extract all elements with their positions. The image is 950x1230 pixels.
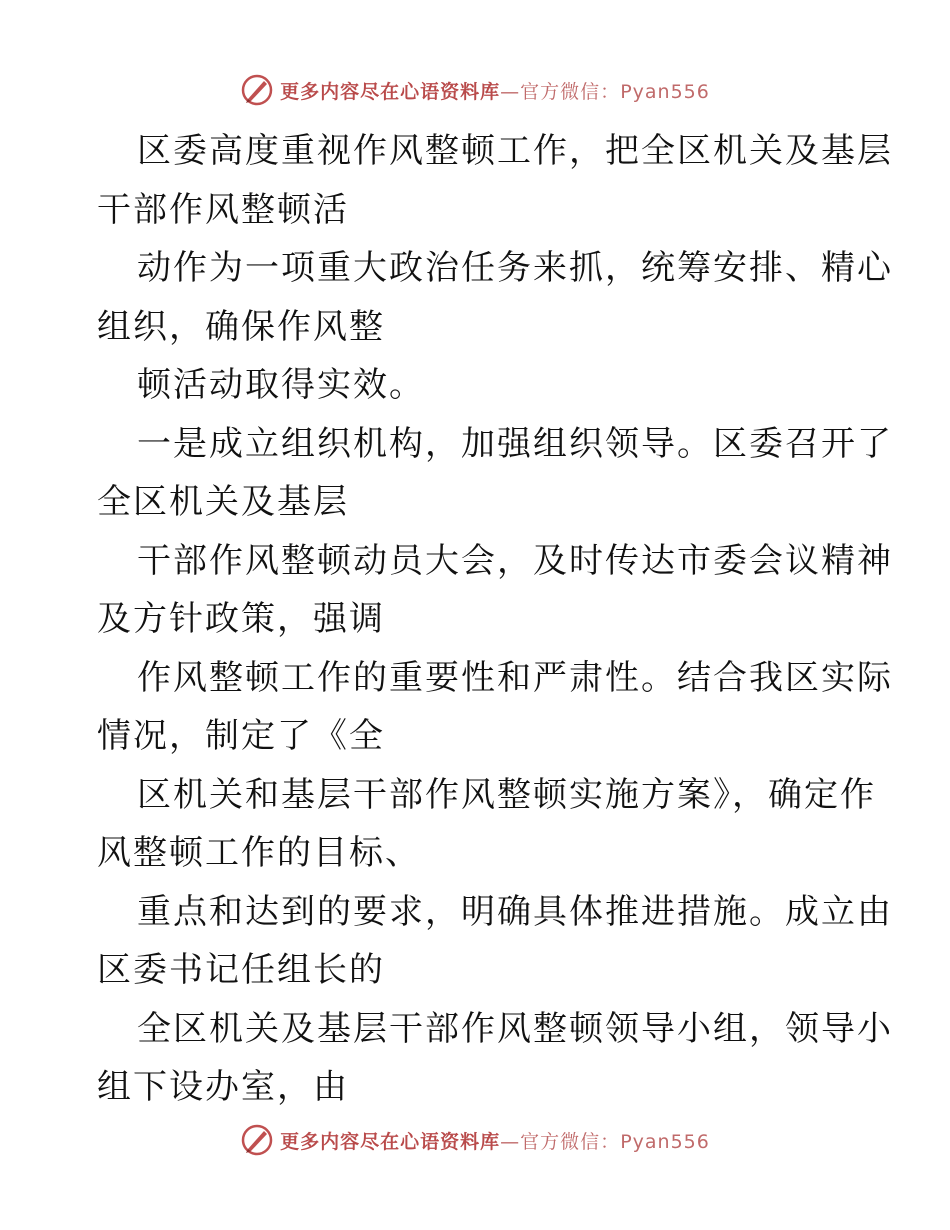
- body-line-15: 区委书记任组长的: [97, 950, 385, 990]
- header-text-official: 官方微信：: [520, 80, 621, 103]
- body-line-7: 全区机关及基层: [97, 482, 349, 522]
- header-text: [280, 77, 710, 104]
- body-line-14: 重点和达到的要求，明确具体推进措施。成立由: [137, 891, 893, 932]
- body-line-4: 组织，确保作风整: [97, 306, 385, 347]
- quill-pen-circle-icon: [240, 73, 274, 107]
- body-line-5: 顿活动取得实效。: [137, 365, 425, 405]
- header-text-id: Pyan556: [620, 80, 710, 103]
- body-line-16: 全区机关及基层干部作风整顿领导小组，领导小: [137, 1008, 893, 1049]
- body-line-3: 动作为一项重大政治任务来抓，统筹安排、精心: [137, 248, 893, 288]
- body-line-6: 一是成立组织机构，加强组织领导。区委召开了: [137, 423, 893, 464]
- footer-text-id: Pyan556: [620, 1130, 710, 1153]
- footer-banner: [0, 1120, 950, 1160]
- header-text-main: 更多内容尽在心语资料库: [280, 80, 501, 103]
- quill-pen-circle-icon: [240, 1123, 274, 1157]
- body-line-10: 作风整顿工作的重要性和严肃性。结合我区实际: [137, 657, 893, 698]
- document-body: [97, 122, 893, 1117]
- body-line-12: 区机关和基层干部作风整顿实施方案》，确定作: [137, 774, 876, 815]
- body-line-13: 风整顿工作的目标、: [97, 833, 421, 873]
- body-line-9: 及方针政策，强调: [97, 599, 385, 639]
- footer-text-main: 更多内容尽在心语资料库: [280, 1130, 501, 1153]
- body-line-8: 干部作风整顿动员大会，及时传达市委会议精神: [137, 540, 893, 581]
- footer-text-official: 官方微信：: [520, 1130, 621, 1153]
- body-line-1: 区委高度重视作风整顿工作，把全区机关及基层: [137, 131, 893, 171]
- header-text-dash: —: [500, 80, 521, 103]
- header-banner: [0, 70, 950, 110]
- footer-text: [280, 1127, 710, 1154]
- body-line-17: 组下设办室，由: [97, 1067, 349, 1107]
- body-line-2: 干部作风整顿活: [97, 189, 349, 230]
- body-line-11: 情况，制定了《全: [97, 716, 385, 756]
- footer-text-dash: —: [500, 1130, 521, 1153]
